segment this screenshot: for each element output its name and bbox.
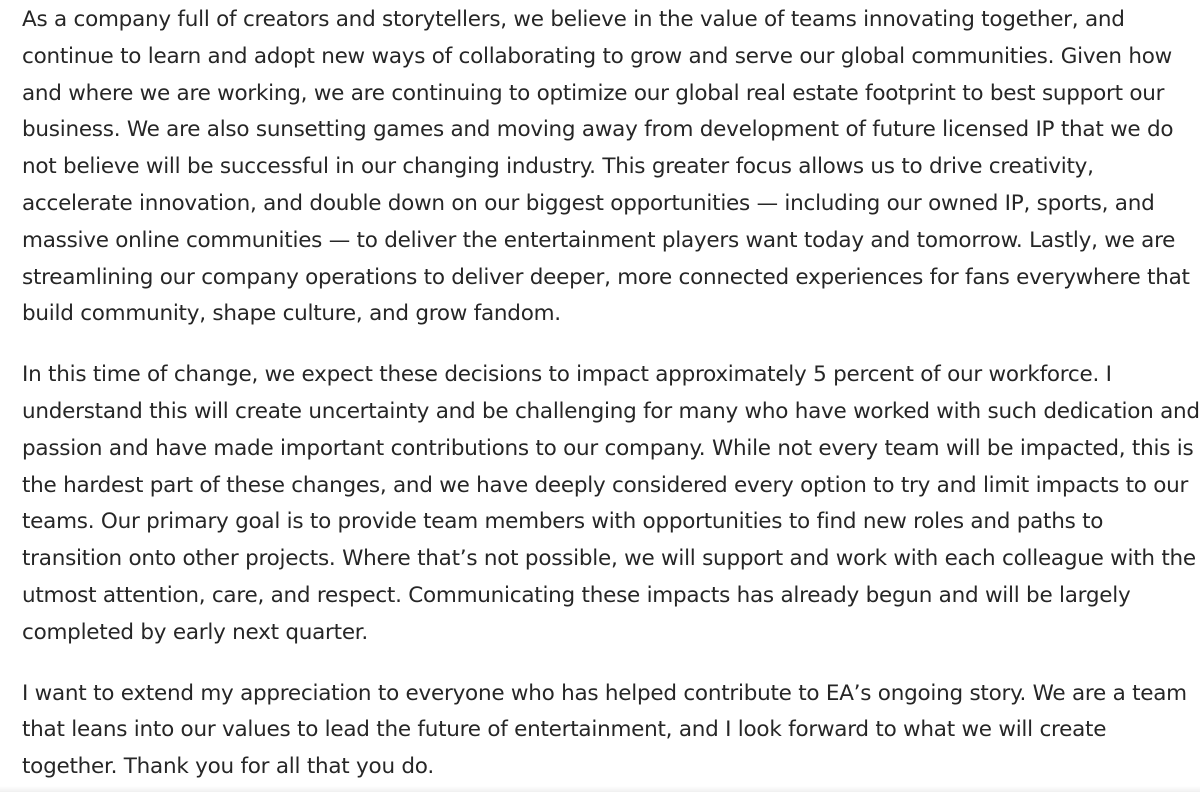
paragraph-workforce-impact: In this time of change, we expect these decisions to impact approximately 5 percent of our workforce. I understand this will create uncertainty and be challenging for many who have worked with such dedication and passion and have made important contributions to our company. While not every team will be impacted, this is the hardest part of these changes, and we have deeply considered every option to try and limit impacts to our teams. Our primary goal is to provide team members with opportunities to find new roles and paths to transition onto other projects. Where that’s not possible, we will support and work with each colleague with the utmost attention, care, and respect. Communicating these impacts has already begun and will be largely completed by early next quarter. [22, 362, 1200, 645]
bottom-fade-divider [0, 786, 1200, 792]
article-body [22, 2, 1200, 786]
paragraph-company-focus: As a company full of creators and storytellers, we believe in the value of teams innovating together, and continue to learn and adopt new ways of collaborating to grow and serve our global communities. Given how and where we are working, we are continuing to optimize our global real estate footprint to best support our business. We are also sunsetting games and moving away from development of future licensed IP that we do not believe will be successful in our changing industry. This greater focus allows us to drive creativity, accelerate innovation, and double down on our biggest opportunities — including our owned IP, sports, and massive online communities — to deliver the entertainment players want today and tomorrow. Lastly, we are streamlining our company operations to deliver deeper, more connected experiences for fans everywhere that build community, shape culture, and grow fandom. [22, 7, 1190, 327]
paragraph-appreciation: I want to extend my appreciation to everyone who has helped contribute to EA’s ongoing story. We are a team that leans into our values to lead the future of entertainment, and I look forward to what we will create together. Thank you for all that you do. [22, 680, 1187, 780]
